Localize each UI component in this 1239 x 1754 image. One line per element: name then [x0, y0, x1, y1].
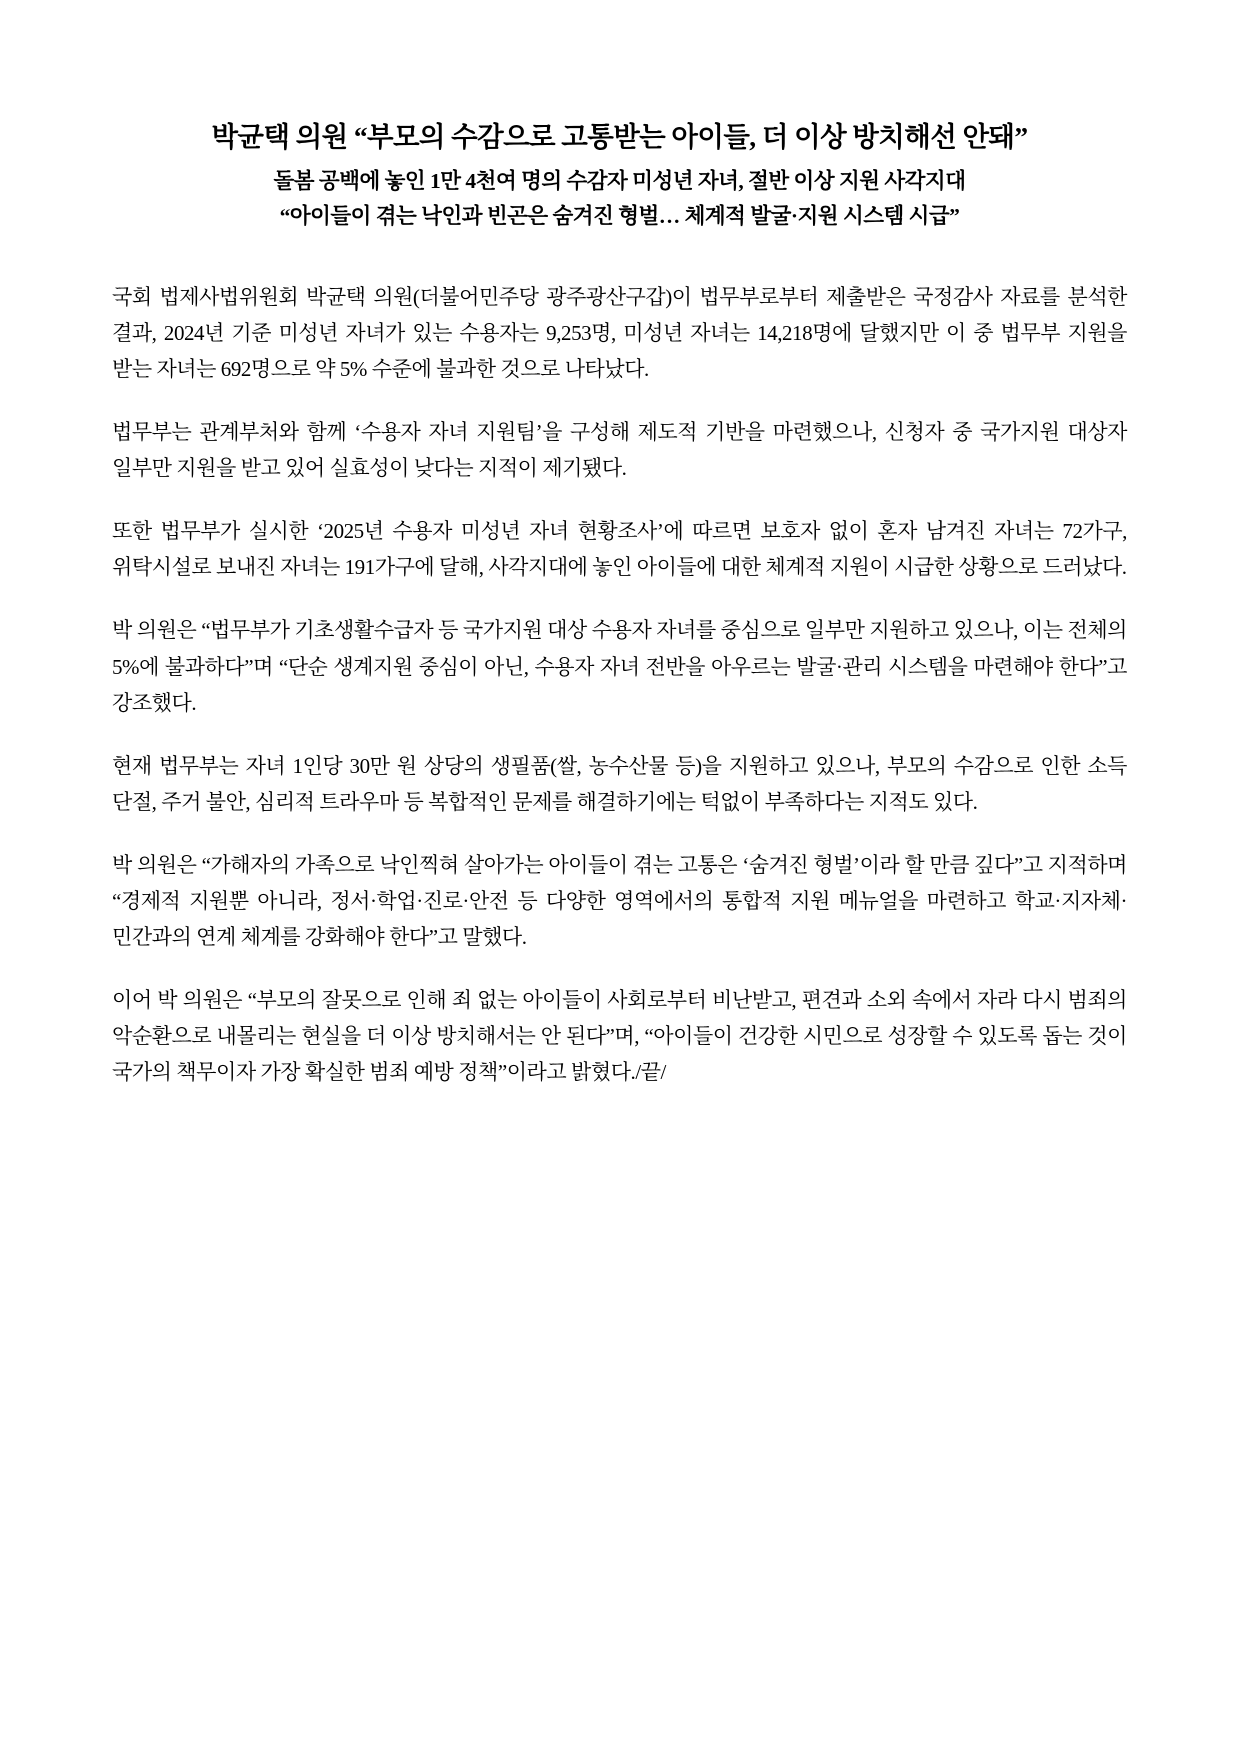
- body-paragraph: 현재 법무부는 자녀 1인당 30만 원 상당의 생필품(쌀, 농수산물 등)을 지원하고 있으나, 부모의 수감으로 인한 소득 단절, 주거 불안, 심리적 트라우마 등 복합적인 문제를 해결하기에는 턱없이 부족하다는 지적도 있다.: [112, 753, 1127, 814]
- body-paragraph: 국회 법제사법위원회 박균택 의원(더불어민주당 광주광산구갑)이 법무부로부터 제출받은 국정감사 자료를 분석한 결과, 2024년 기준 미성년 자녀가 있는 수용자는 9,253명, 미성년 자녀는 14,218명에 달했지만 이 중 법무부 지원을 받는 자녀는 692명으로 약 5% 수준에 불과한 것으로 나타났다.: [112, 284, 1127, 381]
- document-body: [112, 279, 1127, 1091]
- body-paragraph: 이어 박 의원은 “부모의 잘못으로 인해 죄 없는 아이들이 사회로부터 비난받고, 편견과 소외 속에서 자라 다시 범죄의 악순환으로 내몰리는 현실을 더 이상 방치해서는 안 된다”며, “아이들이 건강한 시민으로 성장할 수 있도록 돕는 것이 국가의 책무이자 가장 확실한 범죄 예방 정책”이라고 밝혔다./끝/: [112, 988, 1127, 1085]
- subtitle-line-2: “아이들이 겪는 낙인과 빈곤은 숨겨진 형벌… 체계적 발굴·지원 시스템 시급”: [279, 204, 960, 229]
- body-paragraph: 법무부는 관계부처와 함께 ‘수용자 자녀 지원팀’을 구성해 제도적 기반을 마련했으나, 신청자 중 국가지원 대상자 일부만 지원을 받고 있어 실효성이 낮다는 지적이 제기됐다.: [112, 419, 1127, 481]
- page-title: 박균택 의원 “부모의 수감으로 고통받는 아이들, 더 이상 방치해선 안돼”: [211, 121, 1028, 152]
- document-header: [112, 118, 1127, 233]
- body-paragraph: 박 의원은 “가해자의 가족으로 낙인찍혀 살아가는 아이들이 겪는 고통은 ‘숨겨진 형벌’이라 할 만큼 깊다”고 지적하며 “경제적 지원뿐 아니라, 정서·학업·진로·안전 등 다양한 영역에서의 통합적 지원 메뉴얼을 마련하고 학교·지자체·민간과의 연계 체계를 강화해야 한다”고 말했다.: [112, 852, 1127, 950]
- body-paragraph: 박 의원은 “법무부가 기초생활수급자 등 국가지원 대상 수용자 자녀를 중심으로 일부만 지원하고 있으나, 이는 전체의 5%에 불과하다”며 “단순 생계지원 중심이 아닌, 수용자 자녀 전반을 아우르는 발굴·관리 시스템을 마련해야 한다”고 강조했다.: [112, 618, 1127, 715]
- body-paragraph: 또한 법무부가 실시한 ‘2025년 수용자 미성년 자녀 현황조사’에 따르면 보호자 없이 혼자 남겨진 자녀는 72가구, 위탁시설로 보내진 자녀는 191가구에 달해, 사각지대에 놓인 아이들에 대한 체계적 지원이 시급한 상황으로 드러났다.: [112, 519, 1127, 580]
- subtitle-line-1: 돌봄 공백에 놓인 1만 4천여 명의 수감자 미성년 자녀, 절반 이상 지원 사각지대: [273, 169, 966, 194]
